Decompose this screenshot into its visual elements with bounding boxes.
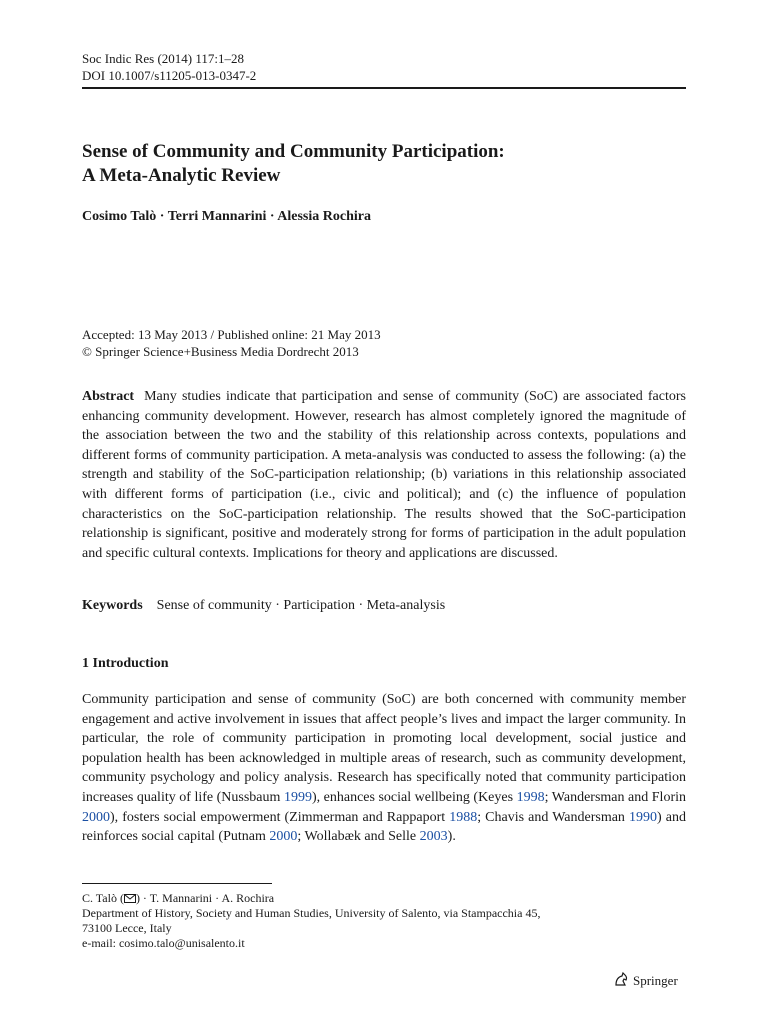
abstract [82,387,686,563]
publisher-logo [613,971,678,991]
email[interactable]: e-mail: cosimo.talo@unisalento.it [82,936,245,950]
citation-link[interactable]: 2000 [269,829,298,845]
citation-link[interactable]: 1999 [283,789,312,805]
dates: Accepted: 13 May 2013 / Published online: 21 May 2013 [82,327,381,342]
intro-text: ), fosters social empowerment (Zimmerman and Rappaport [110,809,450,825]
keywords-text: Sense of community · Participation · Meta-analysis [156,598,446,613]
author-footnote [82,891,540,951]
journal-citation: Soc Indic Res (2014) 117:1–28 [82,51,244,66]
abstract-label: Abstract [82,389,135,404]
envelope-icon[interactable] [124,891,136,905]
section-heading: 1 Introduction [82,656,169,671]
keywords-label: Keywords [82,598,143,613]
intro-text: ) and reinforces social capital (Putnam [82,809,686,845]
footnote-text: C. Talò ( [82,891,124,905]
title-line-1: Sense of Community and Community Participation: [82,141,505,162]
title-line-2: A Meta-Analytic Review [82,165,281,186]
footnote-authors [82,891,540,906]
paper-title [82,140,686,188]
affiliation: Department of History, Society and Human Studies, University of Salento, via Stampacchia 45, [82,906,541,920]
footnote-text: ) · T. Mannarini · A. Rochira [135,891,275,905]
affiliation-city: 73100 Lecce, Italy [82,921,172,935]
citation-link[interactable]: 1988 [449,809,478,825]
intro-text: ). [447,829,456,845]
publication-meta [82,326,381,360]
intro-text: Community participation and sense of community (SoC) are both concerned with community member engagement and active involvement in issues that affect people’s lives and impact the larger community. In particular, the role of community participation in promoting local development, social justice and population health has been acknowledged in multiple areas of research, such as community development, community psychology and policy analysis. Research has specifically noted that community participation increases quality of life (Nussbaum [82,692,686,805]
copyright: © Springer Science+Business Media Dordrecht 2013 [82,344,359,359]
intro-text: ; Chavis and Wandersman [477,809,630,825]
footnote-rule [82,883,272,884]
doi[interactable]: DOI 10.1007/s11205-013-0347-2 [82,68,257,83]
intro-text: ), enhances social wellbeing (Keyes [311,789,517,805]
intro-paragraph [82,690,686,847]
header-rule [82,87,686,89]
intro-text: ; Wandersman and Florin [544,789,687,805]
citation-link[interactable]: 1990 [629,809,658,825]
springer-horse-icon [613,971,629,991]
abstract-text: Many studies indicate that participation and sense of community (SoC) are associated factors enhancing community development. However, research has almost completely ignored the magnitude of the association between the two and the stability of this relationship across contexts, populations and different forms of community participation. A meta-analysis was conducted to assess the following: (a) the strength and stability of the SoC-participation relationship; (b) variations in this relationship associated with different forms of participation (i.e., civic and political); and (c) the influence of population characteristics on the SoC-participation relationship. The results showed that the SoC-participation relationship is significant, positive and moderately strong for forms of participation in the adult population and specific cultural contexts. Implications for theory and applications are discussed. [82,389,686,561]
citation-link[interactable]: 2003 [419,829,448,845]
author-list: Cosimo Talò · Terri Mannarini · Alessia Rochira [82,209,371,224]
keywords [82,598,445,614]
journal-header [82,50,256,84]
citation-link[interactable]: 2000 [82,809,110,825]
intro-text: ; Wollabæk and Selle [297,829,420,845]
citation-link[interactable]: 1998 [516,789,545,805]
publisher-name: Springer [633,973,678,988]
